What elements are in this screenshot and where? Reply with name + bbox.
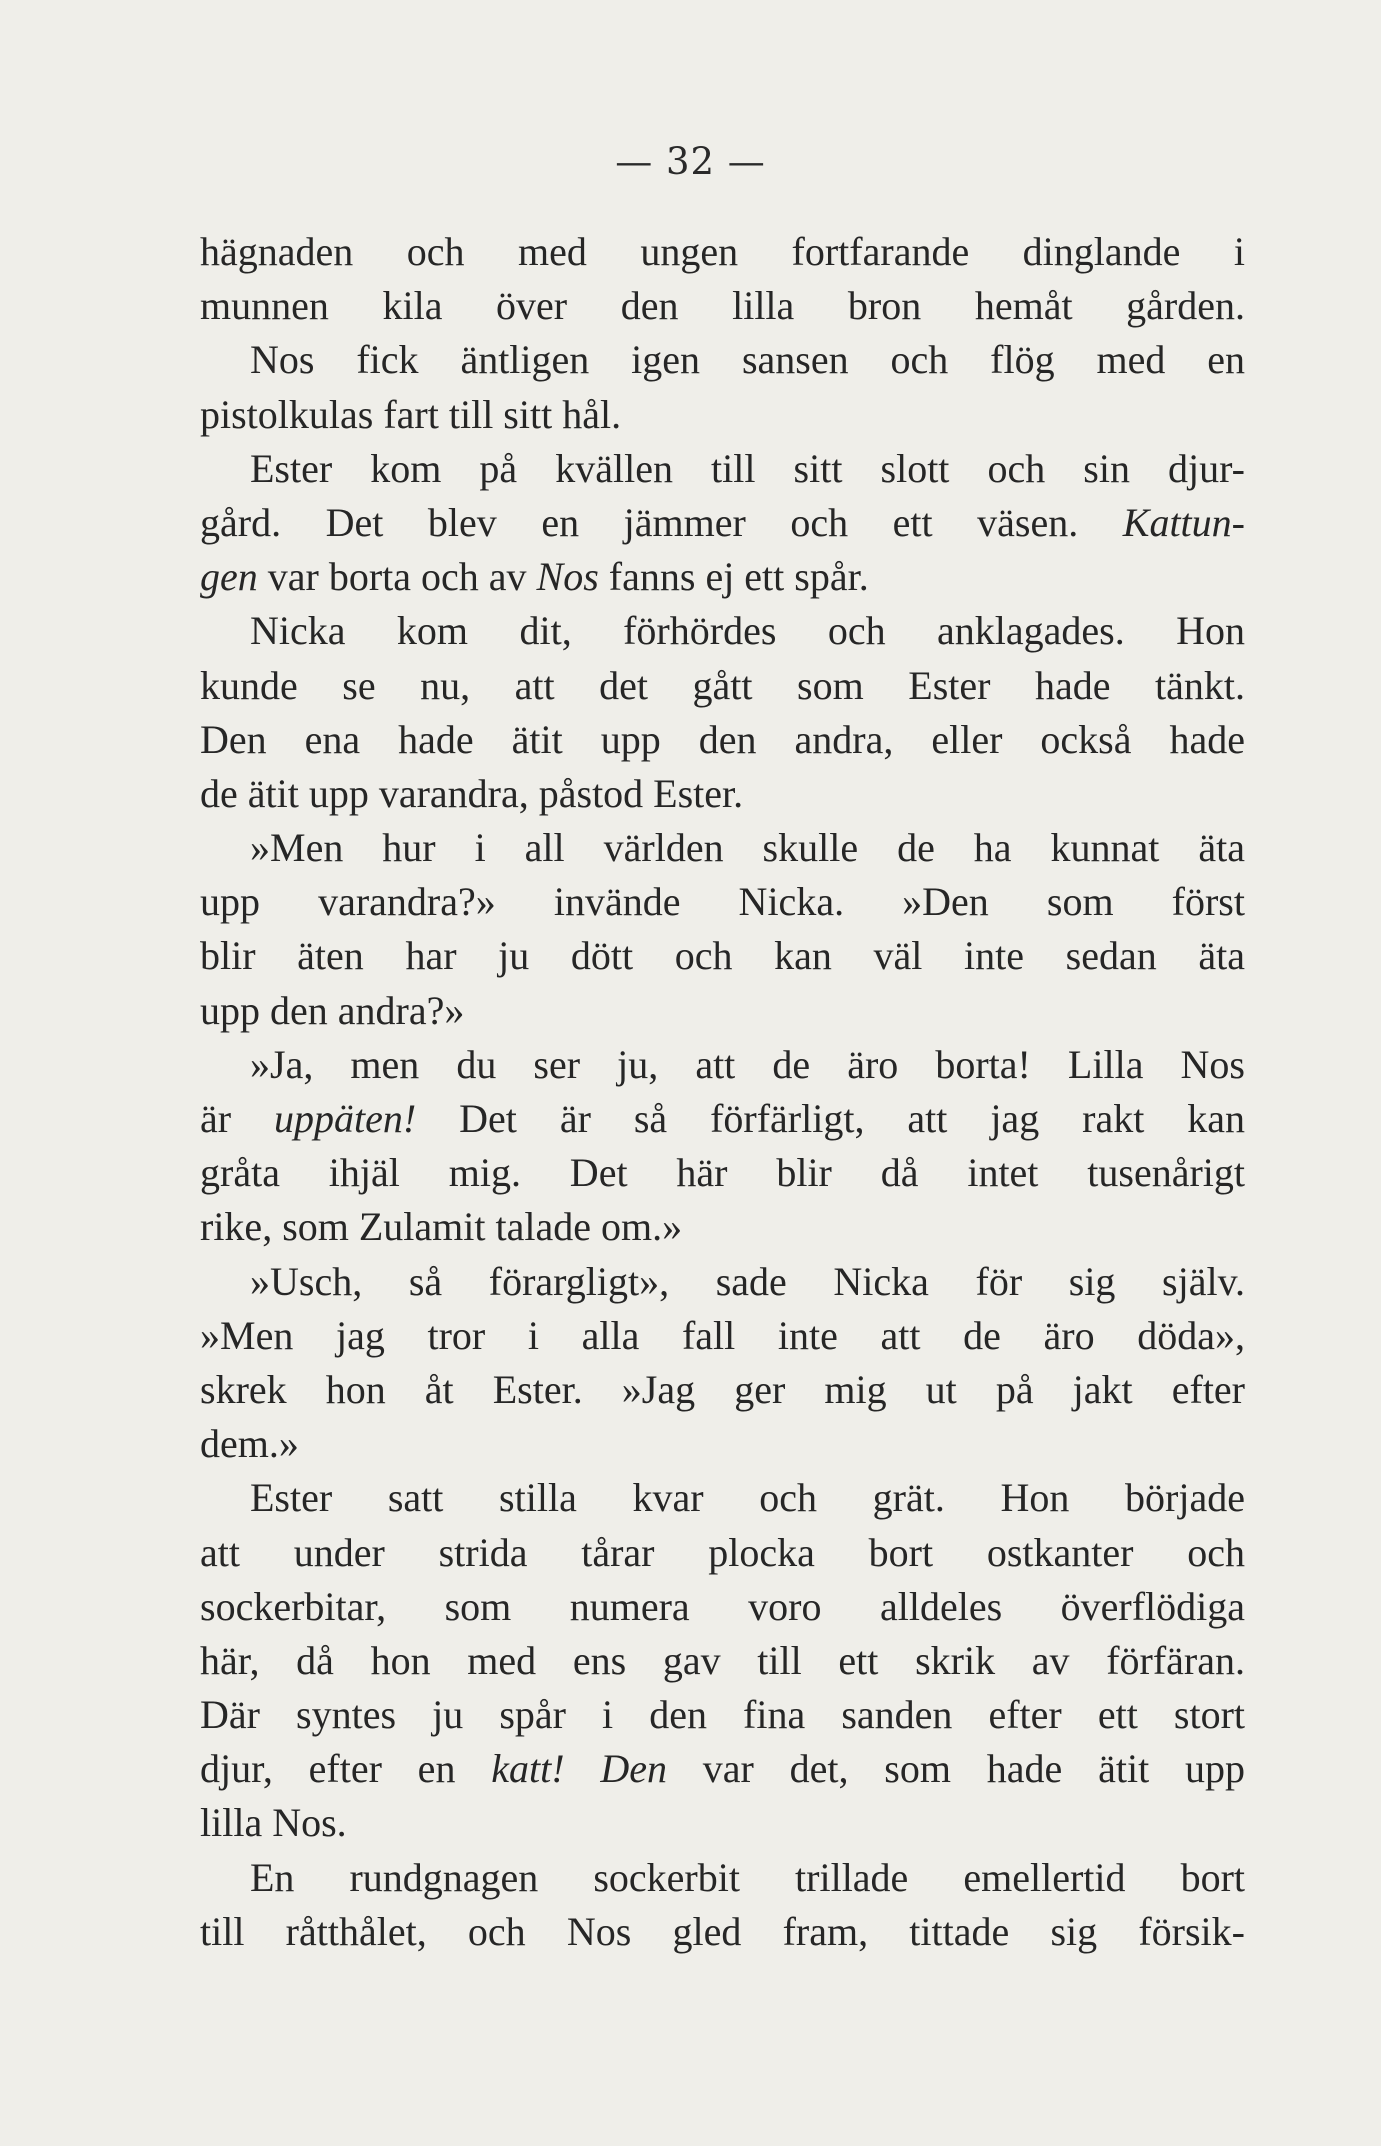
text-line <box>200 1363 1245 1417</box>
text-line <box>200 984 1245 1038</box>
text-segment: är <box>200 1096 275 1141</box>
text-line <box>200 1309 1245 1363</box>
text-line <box>200 1634 1245 1688</box>
text-segment: att under strida tårar plocka bort ostkanter och <box>200 1529 1245 1575</box>
text-segment: skrek hon åt Ester. »Jag ger mig ut på jakt efter <box>200 1366 1245 1412</box>
text-segment: Nicka kom dit, förhördes och anklagades. Hon <box>250 608 1245 654</box>
text-line <box>200 1471 1245 1525</box>
text-line <box>200 442 1245 496</box>
text-segment: »Men jag tror i alla fall inte att de äro döda», <box>200 1312 1245 1358</box>
text-line <box>200 1742 1245 1796</box>
text-segment: munnen kila över den lilla bron hemåt gården. <box>200 283 1245 329</box>
text-segment: de ätit upp varandra, påstod Ester. <box>200 770 744 816</box>
text-segment: upp varandra?» invände Nicka. »Den som först <box>200 879 1245 925</box>
text-line <box>200 225 1245 279</box>
text-line <box>200 550 1245 604</box>
text-line <box>200 1255 1245 1309</box>
text-line <box>200 929 1245 983</box>
text-segment: sockerbitar, som numera voro alldeles överflödiga <box>200 1583 1245 1629</box>
text-segment: hägnaden och med ungen fortfarande dinglande i <box>200 229 1245 274</box>
text-segment: Nos fick äntligen igen sansen och flög med en <box>250 337 1245 383</box>
text-line <box>200 388 1245 442</box>
text-segment: var borta och av <box>257 554 537 600</box>
text-line <box>200 604 1245 658</box>
italic-text: Nos <box>536 554 599 600</box>
italic-text: gen <box>200 554 258 600</box>
text-line <box>200 1580 1245 1634</box>
text-line <box>200 767 1245 821</box>
text-segment: lilla Nos. <box>200 1800 347 1846</box>
text-segment: »Usch, så förargligt», sade Nicka för sig själv. <box>250 1258 1245 1304</box>
text-segment: pistolkulas fart till sitt hål. <box>200 391 622 437</box>
text-segment: till råtthålet, och Nos gled fram, tittade sig försik- <box>200 1908 1245 1954</box>
text-segment: gråta ihjäl mig. Det här blir då intet tusenårigt <box>200 1150 1245 1196</box>
text-line <box>200 1200 1245 1254</box>
text-line <box>200 1796 1245 1850</box>
text-line <box>200 659 1245 713</box>
text-segment: Ester kom på kvällen till sitt slott och sin djur- <box>250 445 1245 491</box>
text-line <box>200 1092 1245 1146</box>
text-segment: gård. Det blev en jämmer och ett väsen. <box>200 499 1123 545</box>
body-text <box>200 225 1245 1959</box>
text-line <box>200 1905 1245 1959</box>
text-line <box>200 875 1245 929</box>
text-segment: Den ena hade ätit upp den andra, eller också hade <box>200 716 1245 762</box>
text-segment: rike, som Zulamit talade om.» <box>200 1204 683 1250</box>
text-segment: blir äten har ju dött och kan väl inte sedan äta <box>200 933 1245 979</box>
text-segment: kunde se nu, att det gått som Ester hade tänkt. <box>200 662 1245 708</box>
italic-text: katt! Den <box>491 1746 667 1792</box>
text-line <box>200 713 1245 767</box>
text-segment: »Men hur i all världen skulle de ha kunnat äta <box>250 825 1245 871</box>
text-line <box>200 333 1245 387</box>
text-segment: En rundgnagen sockerbit trillade emellertid bort <box>250 1854 1245 1900</box>
text-line <box>200 1417 1245 1471</box>
text-line <box>200 496 1245 550</box>
text-line <box>200 279 1245 333</box>
text-segment: Där syntes ju spår i den fina sanden efter ett stort <box>200 1692 1245 1738</box>
text-line <box>200 1146 1245 1200</box>
italic-text: Kattun- <box>1122 499 1245 545</box>
page-number: — 32 — <box>615 140 766 183</box>
text-segment: upp den andra?» <box>200 987 465 1033</box>
text-segment: Det är så förfärligt, att jag rakt kan <box>416 1096 1245 1141</box>
text-segment: djur, efter en <box>200 1746 492 1792</box>
text-segment: »Ja, men du ser ju, att de äro borta! Lilla Nos <box>250 1041 1245 1087</box>
text-line <box>200 1038 1245 1092</box>
text-segment: fanns ej ett spår. <box>598 554 869 600</box>
text-segment: var det, som hade ätit upp <box>666 1746 1245 1792</box>
text-line <box>200 1526 1245 1580</box>
text-segment: Ester satt stilla kvar och grät. Hon började <box>250 1475 1245 1521</box>
text-line <box>200 821 1245 875</box>
text-line <box>200 1688 1245 1742</box>
text-segment: här, då hon med ens gav till ett skrik av förfäran. <box>200 1637 1245 1683</box>
italic-text: uppäten! <box>274 1096 417 1141</box>
text-line <box>200 1851 1245 1905</box>
text-segment: dem.» <box>200 1421 299 1467</box>
